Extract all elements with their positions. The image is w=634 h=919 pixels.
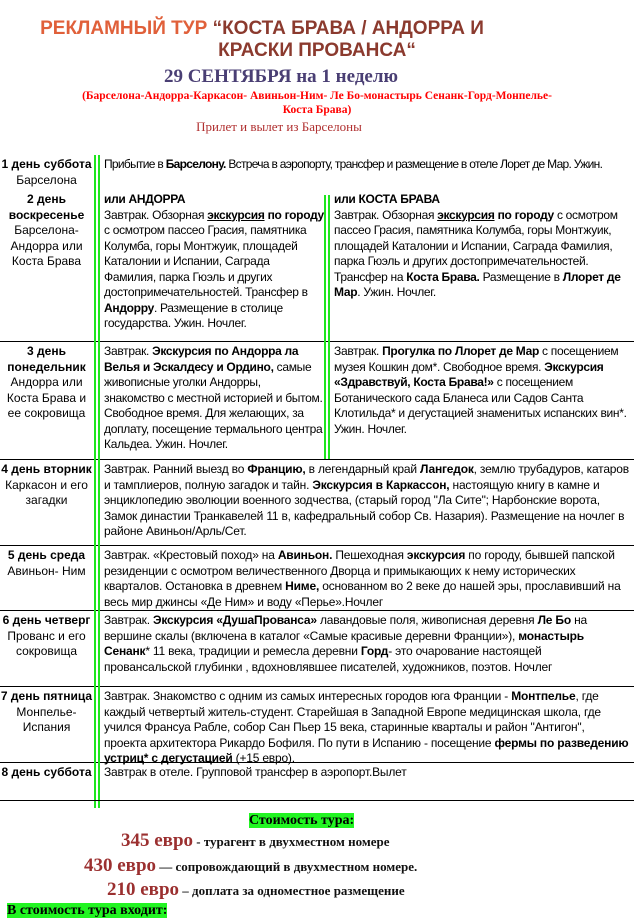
day-cell bbox=[0, 548, 93, 579]
text-segment: Ллорет де Мар bbox=[334, 269, 621, 299]
text-segment: монастырь Сенанк bbox=[104, 628, 584, 658]
text-segment: Ниме, bbox=[285, 579, 320, 593]
text-segment: в легендарный край bbox=[305, 462, 420, 476]
text-segment: Завтрак. bbox=[104, 613, 153, 627]
text-segment: или АНДОРРА bbox=[104, 192, 186, 206]
text-segment: Завтрак. Знакомство с одним из самых интересных городов юга Франции - bbox=[104, 689, 512, 703]
green-divider bbox=[94, 155, 96, 808]
day-cell bbox=[0, 157, 93, 188]
green-divider bbox=[98, 155, 100, 808]
day-label: 5 день среда bbox=[7, 548, 86, 562]
text-segment: - это очарование настоящей провансальской глубинки , вдохновлявшее писателей, художников, поэтов. Ночлег bbox=[104, 644, 553, 674]
text-segment: Завтрак. Ранний выезд во bbox=[104, 462, 248, 476]
text-segment: фермы по разведению устриц* с дегустацией bbox=[104, 735, 629, 765]
text-segment: Экскурсия «Здравствуй, Коста Брава!» bbox=[334, 359, 604, 389]
day-description bbox=[104, 613, 630, 675]
text-segment: Размещение в bbox=[479, 269, 563, 284]
text-segment: Коста Брава. bbox=[406, 269, 480, 284]
day-description bbox=[104, 689, 630, 767]
option-costa-brava bbox=[334, 192, 630, 301]
text-segment: Лангедок bbox=[419, 462, 474, 476]
text-segment: Завтрак. bbox=[104, 344, 153, 358]
day-cell bbox=[0, 192, 93, 270]
text-segment: Монтпелье bbox=[511, 689, 576, 703]
text-segment: Экскурсия в Каркассон, bbox=[312, 477, 450, 492]
text-segment: с осмотром пассео Грасия, памятника Колумба, горы Монтжуик, площадей Каталонии и Испании, Саграда Фамилия, парка Гюэль и других достопримечательностей. Трансфер на bbox=[334, 207, 618, 284]
option-andorra bbox=[104, 344, 324, 453]
text-segment: Завтрак. «Крестовый поход» на bbox=[104, 548, 278, 562]
text-segment: по городу, бывшей папской резиденции с осмотром величественного Дворца и примыкающих к нему исторических кварталов. Остановка в древнем bbox=[104, 548, 615, 593]
day-label: 6 день четверг bbox=[2, 613, 91, 627]
text-segment: Завтрак в отеле. Групповой трансфер в аэропорт.Вылет bbox=[104, 765, 407, 779]
text-segment: Экскурсия «ДушаПрованса» bbox=[153, 613, 317, 627]
price-row: 430 евро — сопровождающий в двухместном номере. bbox=[84, 855, 418, 876]
text-segment bbox=[437, 208, 494, 222]
text-segment: Горд bbox=[360, 644, 389, 658]
option-costa-brava bbox=[334, 344, 630, 437]
text-segment: экскурсия bbox=[406, 548, 466, 562]
text-segment: или КОСТА БРАВА bbox=[334, 192, 440, 206]
underlined-text: экскурсия bbox=[437, 207, 495, 222]
text-segment: Прогулка по Ллорет де Мар bbox=[382, 344, 540, 358]
day-cell bbox=[0, 765, 93, 781]
text-segment: Прибытие в bbox=[104, 157, 166, 171]
text-segment: самые живописные уголки Андорры, знакомство с местной историей и бытом. Свободное время. Для желающих, за доплату, посещение термального центра Кальдеа. Ужин. Ночлег. bbox=[104, 359, 323, 451]
day-description bbox=[104, 157, 630, 173]
day-cell bbox=[0, 689, 93, 736]
tour-date: 29 СЕНТЯБРЯ на 1 неделю bbox=[163, 66, 399, 87]
text-segment: . Размещение в столице государства. Ужин. Ночлег. bbox=[104, 300, 283, 330]
text-segment: , где каждый четвертый житель-студент. Старейшая в Западной Европе медицинская школа, где учился Франсуа Рабле, собор Сан Пьер 15 века, старинные кварталы и район "Антигон", проекта архитектора Рикардо Бофиля. По пути в Испанию - посещение bbox=[104, 689, 601, 750]
text-segment bbox=[207, 208, 264, 222]
flight-info: Прилет и вылет из Барселоны bbox=[196, 119, 362, 134]
day-cell bbox=[0, 462, 93, 509]
day-cell bbox=[0, 344, 93, 422]
text-segment: Авиньон. bbox=[277, 548, 333, 562]
day-label: 7 день пятница bbox=[0, 689, 93, 703]
day-place: Авиньон- Ним bbox=[7, 563, 86, 578]
text-segment: * 11 века, традиции и ремесла деревни bbox=[145, 644, 361, 658]
text-segment: с осмотром пассео Грасия, памятника Колумба, горы Монтжуик, площадей Каталонии и Испании, Саграда Фамилия, парка Гюэль и других достопримечательностей. Трансфер в bbox=[104, 223, 308, 299]
text-segment: Барселону. bbox=[165, 157, 226, 171]
text-segment: лавандовые поля, живописная деревня bbox=[316, 613, 538, 627]
day-description bbox=[104, 765, 630, 781]
text-segment: (+15 евро). bbox=[232, 751, 295, 765]
day-place: Андорра или Коста Брава и ее сокровища bbox=[6, 375, 87, 420]
option-andorra bbox=[104, 192, 324, 332]
text-segment: Завтрак. bbox=[334, 344, 383, 358]
day-label: 1 день суббота bbox=[1, 157, 92, 171]
text-segment: , землю трубадуров, катаров и тамплиеров, полную загадок и тайн. bbox=[104, 462, 629, 492]
day-description bbox=[104, 462, 630, 540]
day-description bbox=[104, 548, 630, 610]
includes-title: В стоимость тура входит: bbox=[7, 903, 168, 918]
day-place: Монпелье-Испания bbox=[16, 704, 77, 734]
text-segment: Встреча в аэропорту, трансфер и размещение в отеле Лорет де Мар. Ужин. bbox=[225, 157, 603, 171]
green-divider bbox=[328, 195, 330, 459]
text-segment: Ле Бо bbox=[537, 613, 571, 627]
day-label: 4 день вторник bbox=[1, 462, 92, 476]
day-place: Барселона-Андорра или Коста Брава bbox=[10, 223, 83, 268]
tour-title-line2: КРАСКИ ПРОВАНСА“ bbox=[218, 40, 416, 61]
day-place: Барселона bbox=[16, 172, 77, 187]
underlined-text: экскурсия bbox=[207, 207, 265, 222]
text-segment: Андорру bbox=[104, 300, 154, 315]
tour-title: РЕКЛАМНЫЙ ТУР “КОСТА БРАВА / АНДОРРА И bbox=[40, 18, 484, 39]
tour-route: (Барселона-Андорра-Каркасон- Авиньон-Ним- Ле Бо-монастырь Сенанк-Горд-Монпелье- Коста Брава) bbox=[82, 90, 552, 116]
price-row: 210 евро – доплата за одноместное размещение bbox=[107, 879, 405, 900]
day-label: 3 день понедельник bbox=[7, 344, 86, 374]
day-label: 8 день суббота bbox=[1, 765, 92, 779]
day-label: 2 день воскресенье bbox=[8, 192, 85, 222]
text-segment: с посещением Ботанического сада Бланеса или Садов Санта Клотильда* и дегустацией знаменитых испанских вин*. Ужин. Ночлег. bbox=[334, 375, 627, 436]
green-divider bbox=[324, 195, 326, 459]
text-segment: основанном во 2 веке до нашей эры, прославивший на весь мир джинсы «Де Ним» и воду «Перье».Ночлег bbox=[104, 579, 621, 609]
text-segment: Завтрак. Обзорная bbox=[104, 207, 208, 222]
text-segment: Завтрак. Обзорная bbox=[334, 207, 438, 222]
text-segment: на вершине скалы (включена в каталог «Самые красивые деревни Франции»), bbox=[104, 613, 587, 643]
text-segment: по городу bbox=[264, 207, 324, 222]
text-segment: . Ужин. Ночлег. bbox=[357, 285, 436, 299]
day-cell bbox=[0, 613, 93, 660]
pricing-title: Стоимость тура: bbox=[249, 813, 355, 828]
text-segment: с посещением музея Кошкин дом*. Свободное время. bbox=[334, 344, 619, 374]
text-segment: Францию, bbox=[247, 462, 306, 476]
day-place: Каркасон и его загадки bbox=[5, 477, 88, 507]
table-bottom-border bbox=[0, 800, 634, 801]
day-place: Прованс и его сокровища bbox=[7, 628, 86, 658]
text-segment: по городу bbox=[494, 207, 554, 222]
text-segment: Экскурсия по Андорра ла Велья и Эскалдесу и Ордино, bbox=[104, 344, 299, 374]
price-row: 345 евро - турагент в двухместном номере bbox=[121, 830, 390, 851]
text-segment: Пешеходная bbox=[332, 548, 407, 562]
text-segment: настоящую книгу в камне и энциклопедию эволюции военного зодчества, (старый город "Ла Сите"; Нарбонские ворота, Замок династии Транкавелей 11 в, кафедральный собор Св. Назария). Размещение на ночлег в районе Авиньон/Арль/Сет. bbox=[104, 477, 625, 538]
